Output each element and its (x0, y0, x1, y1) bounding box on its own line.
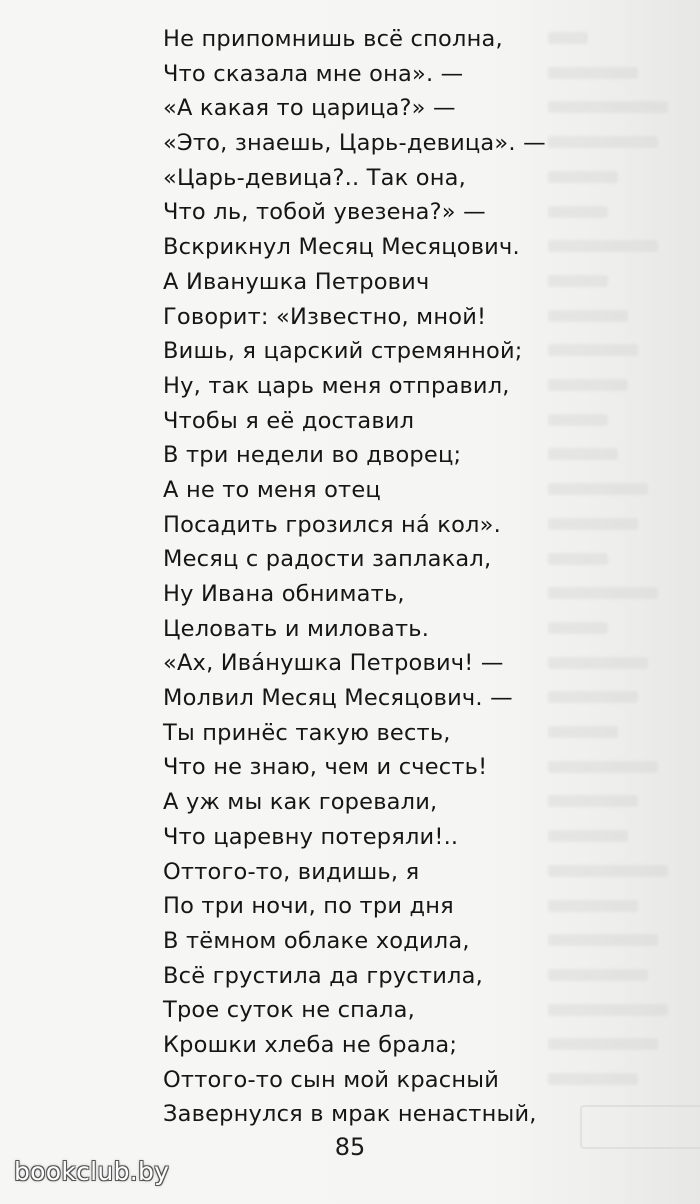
show-through-facing-page (540, 20, 700, 1150)
poem-line: Что не знаю, чем и счесть! (163, 754, 488, 781)
show-through-line (548, 448, 618, 460)
poem-line: Завернулся в мрак ненастный, (163, 1101, 537, 1128)
show-through-line (548, 726, 618, 738)
show-through-line (548, 934, 658, 946)
show-through-line (548, 657, 648, 669)
show-through-line (548, 518, 638, 530)
poem-line: Оттого-то сын мой красный (163, 1066, 500, 1093)
poem-line: «Это, знаешь, Царь-девица». — (163, 130, 546, 157)
poem-line: В три недели во дворец; (163, 442, 462, 469)
show-through-line (548, 240, 658, 252)
poem-line: Всё грустила да грустила, (163, 962, 483, 989)
page-number: 85 (334, 1133, 366, 1161)
show-through-line (548, 1038, 658, 1050)
show-through-line (548, 1073, 638, 1085)
show-through-line (548, 795, 638, 807)
poem-line: Что сказала мне она». — (163, 60, 464, 87)
poem-line: А Иванушка Петрович (163, 268, 430, 295)
show-through-line (548, 414, 608, 426)
poem-line: Молвил Месяц Месяцович. — (163, 685, 513, 712)
poem-line: Вишь, я царский стремянной; (163, 338, 523, 365)
poem-line: Месяц с радости заплакал, (163, 546, 492, 573)
poem-line: А не то меня отец (163, 476, 381, 503)
show-through-line (548, 830, 628, 842)
show-through-line (548, 275, 608, 287)
show-through-line (548, 969, 648, 981)
poem-line: Вскрикнул Месяц Месяцович. (163, 234, 520, 261)
show-through-line (548, 379, 628, 391)
show-through-line (548, 865, 668, 877)
poem-line: Ну, так царь меня отправил, (163, 372, 510, 399)
poem-line: «А какая то царица?» — (163, 95, 456, 122)
poem-verse (163, 22, 546, 1132)
show-through-line (548, 310, 628, 322)
show-through-line (548, 136, 658, 148)
show-through-line (548, 587, 658, 599)
poem-line: Ну Ивана обнимать, (163, 581, 405, 607)
show-through-line (548, 483, 648, 495)
show-through-line (548, 691, 638, 703)
show-through-line (548, 1004, 668, 1016)
poem-line: Целовать и миловать. (163, 615, 430, 642)
show-through-line (548, 900, 638, 912)
poem-line: Что царевну потеряли!.. (163, 823, 459, 850)
poem-line: «Ах, Ива́нушка Петрович! — (163, 650, 504, 677)
show-through-line (548, 344, 638, 356)
poem-line: Что ль, тобой увезена?» — (163, 199, 486, 226)
show-through-line (548, 206, 608, 218)
poem-line: Не припомнишь всё сполна, (163, 26, 503, 52)
poem-line: Крошки хлеба не брала; (163, 1031, 458, 1058)
show-through-line (548, 101, 668, 113)
poem-line: Оттого-то, видишь, я (163, 858, 420, 885)
poem-line: А уж мы как горевали, (163, 789, 438, 816)
show-through-line (548, 761, 658, 773)
show-through-line (548, 171, 618, 183)
poem-line: Трое суток не спала, (163, 997, 415, 1024)
poem-line: В тёмном облаке ходила, (163, 927, 470, 954)
watermark: bookclub.by (14, 1157, 170, 1186)
show-through-line (548, 32, 588, 44)
show-through-line (548, 622, 608, 634)
poem-line: «Царь-девица?.. Так она, (163, 164, 466, 191)
poem-line: Чтобы я её доставил (163, 407, 415, 434)
poem-line: Ты принёс такую весть, (163, 719, 451, 746)
show-through-line (548, 553, 608, 565)
poem-line: По три ночи, по три дня (163, 893, 454, 920)
poem-line: Посадить грозился на́ кол». (163, 511, 501, 538)
show-through-line (548, 67, 638, 79)
poem-line: Говорит: «Известно, мной! (163, 303, 487, 330)
